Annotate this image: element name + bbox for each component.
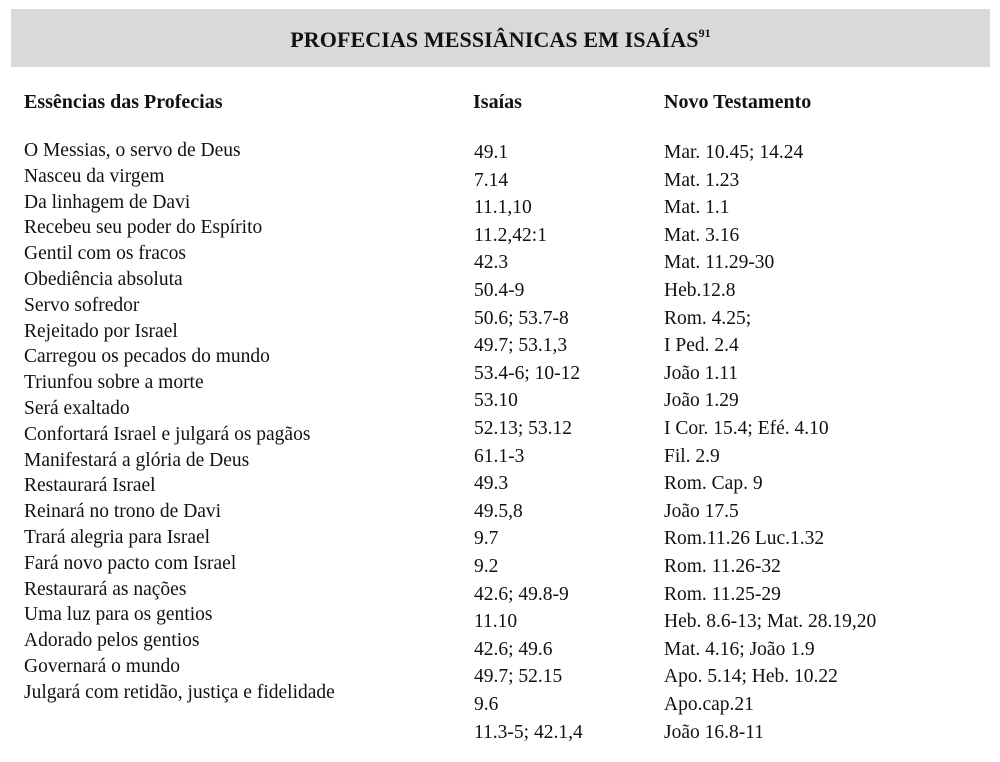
isaias-ref: 49.5,8 [474, 500, 523, 522]
isaias-ref: 11.1,10 [474, 197, 532, 219]
nt-ref: Rom. Cap. 9 [664, 473, 763, 495]
essencia-item: Restaurará as nações [24, 578, 187, 600]
title-bar [11, 9, 990, 67]
nt-ref: Rom. 11.25-29 [664, 583, 781, 605]
essencia-item: Será exaltado [24, 398, 130, 419]
nt-ref: João 16.8-11 [664, 721, 765, 743]
essencia-item: Julgará com retidão, justiça e fidelidade [24, 681, 335, 703]
isaias-ref: 61.1-3 [474, 445, 525, 467]
header-essencias: Essências das Profecias [24, 91, 223, 113]
essencia-item: Manifestará a glória de Deus [24, 449, 250, 471]
nt-ref: João 1.29 [664, 390, 739, 412]
isaias-ref: 52.13; 53.12 [474, 418, 573, 439]
essencia-item: Uma luz para os gentios [24, 604, 213, 626]
nt-ref: Mat. 1.1 [664, 197, 730, 219]
isaias-ref: 49.3 [474, 473, 509, 495]
essencia-item: O Messias, o servo de Deus [24, 140, 241, 161]
essencia-item: Governará o mundo [24, 656, 180, 677]
isaias-ref: 7.14 [474, 169, 509, 191]
essencia-item: Servo sofredor [24, 294, 140, 316]
isaias-ref: 53.4-6; 10-12 [474, 362, 581, 384]
essencia-item: Recebeu seu poder do Espírito [24, 217, 263, 239]
isaias-ref: 53.10 [474, 390, 518, 412]
essencia-item: Obediência absoluta [24, 269, 183, 290]
nt-ref: Fil. 2.9 [664, 445, 720, 467]
nt-ref: Rom. 11.26-32 [664, 556, 781, 577]
nt-ref: João 1.11 [664, 362, 739, 384]
isaias-ref: 49.1 [474, 142, 509, 163]
nt-ref: Heb.12.8 [664, 280, 736, 301]
essencia-item: Gentil com os fracos [24, 243, 186, 265]
nt-ref: Mat. 3.16 [664, 224, 740, 246]
nt-ref: Mat. 4.16; João 1.9 [664, 638, 815, 660]
nt-ref: Mat. 1.23 [664, 169, 740, 191]
isaias-ref: 42.3 [474, 252, 509, 274]
isaias-ref: 49.7; 53.1,3 [474, 335, 568, 357]
page-title [290, 23, 711, 53]
isaias-ref: 11.2,42:1 [474, 224, 547, 246]
essencia-item: Confortará Israel e julgará os pagãos [24, 423, 311, 445]
essencia-item: Rejeitado por Israel [24, 320, 178, 342]
essencia-item: Restaurará Israel [24, 475, 156, 497]
header-novo-testamento: Novo Testamento [664, 91, 812, 113]
essencia-item: Reinará no trono de Davi [24, 501, 222, 523]
footnote-marker: 91 [698, 25, 711, 40]
nt-ref: Mat. 11.29-30 [664, 252, 775, 274]
nt-ref: Heb. 8.6-13; Mat. 28.19,20 [664, 611, 877, 633]
isaias-ref: 11.3-5; 42.1,4 [474, 721, 583, 743]
essencia-item: Adorado pelos gentios [24, 630, 200, 652]
header-isaias: Isaías [473, 91, 522, 113]
nt-ref: Rom. 4.25; [664, 307, 752, 329]
nt-ref: I Cor. 15.4; Efé. 4.10 [664, 418, 829, 439]
isaias-ref: 9.2 [474, 556, 499, 577]
isaias-ref: 49.7; 52.15 [474, 666, 563, 688]
essencia-item: Triunfou sobre a morte [24, 372, 204, 394]
nt-ref: João 17.5 [664, 500, 739, 522]
essencia-item: Carregou os pecados do mundo [24, 346, 270, 368]
isaias-ref: 50.6; 53.7-8 [474, 307, 569, 329]
nt-ref: Apo.cap.21 [664, 694, 754, 715]
nt-ref: Mar. 10.45; 14.24 [664, 142, 804, 163]
isaias-ref: 9.6 [474, 694, 499, 715]
essencia-item: Da linhagem de Davi [24, 191, 191, 213]
title-text: PROFECIAS MESSIÂNICAS EM ISAÍAS [290, 27, 699, 52]
essencia-item: Nasceu da virgem [24, 165, 165, 187]
essencia-item: Trará alegria para Israel [24, 527, 211, 548]
isaias-ref: 9.7 [474, 528, 499, 550]
essencia-item: Fará novo pacto com Israel [24, 552, 237, 574]
nt-ref: Rom.11.26 Luc.1.32 [664, 528, 825, 550]
isaias-ref: 50.4-9 [474, 280, 525, 301]
isaias-ref: 11.10 [474, 611, 518, 633]
nt-ref: Apo. 5.14; Heb. 10.22 [664, 666, 838, 688]
isaias-ref: 42.6; 49.6 [474, 638, 553, 660]
isaias-ref: 42.6; 49.8-9 [474, 583, 569, 605]
nt-ref: I Ped. 2.4 [664, 335, 739, 357]
